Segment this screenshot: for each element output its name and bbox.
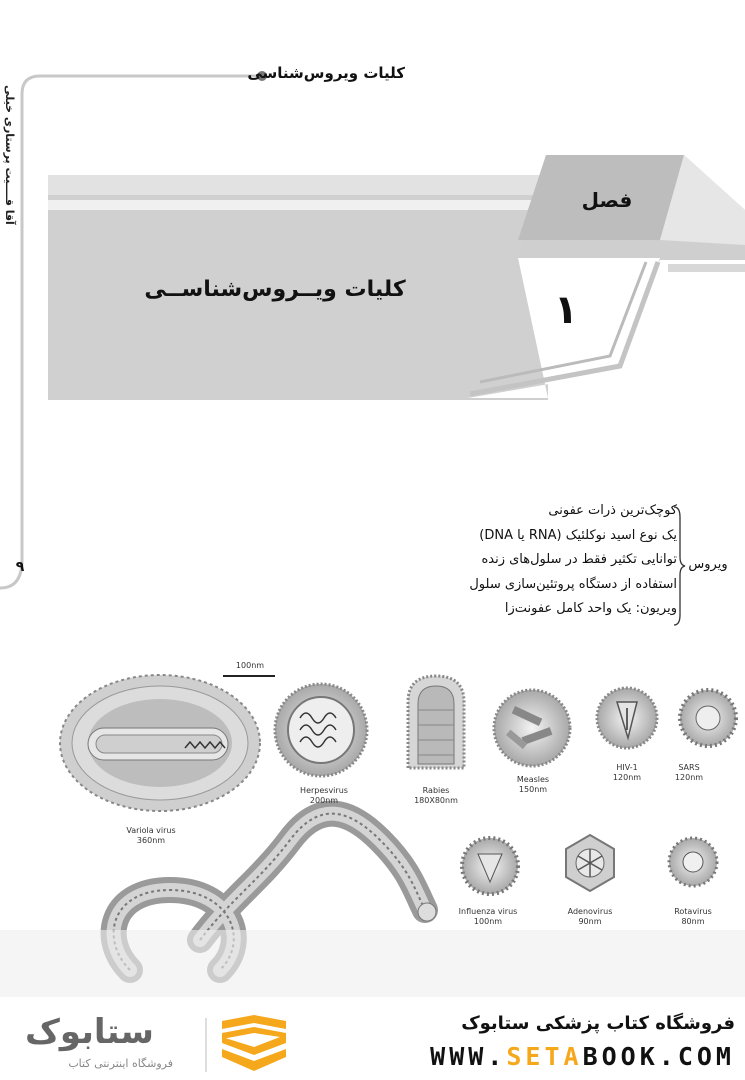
logo-wordmark: ستابوک: [25, 1012, 154, 1052]
setabook-logo-icon: [220, 1015, 288, 1073]
sars-virus-icon: [680, 690, 736, 746]
virus-label-rabies: Rabies 180X80nm: [414, 786, 458, 805]
virus-figure: [0, 640, 745, 1000]
chapter-title: کلیات ویــروس‌شناســی: [144, 277, 406, 302]
virus-label: ویروس: [688, 557, 728, 572]
fact-item: ویریون: یک واحد کامل عفونت‌زا: [504, 601, 677, 616]
logo-tagline: فروشگاه اینترنتی کتاب: [68, 1057, 173, 1070]
store-name: فروشگاه کتاب پزشکی ستابوک: [461, 1013, 735, 1034]
rabies-virus-icon: [408, 676, 464, 768]
virus-label-measles: Measles 150nm: [516, 775, 550, 794]
running-title: کلیات ویروس‌شناسی: [247, 64, 405, 82]
virus-label-variola: Variola virus 360nm: [126, 826, 176, 845]
page-number: ۹: [15, 559, 25, 575]
measles-virus-icon: [494, 690, 570, 766]
side-author-text: آقا قــــیت پرستاری خیلی: [3, 85, 16, 225]
fact-item: استفاده از دستگاه پروتئین‌سازی سلول: [469, 576, 677, 592]
virus-label-adenovirus: Adenovirus 90nm: [567, 907, 613, 926]
virus-label-herpesvirus: Herpesvirus 200nm: [300, 786, 348, 805]
hiv-1-virus-icon: [597, 688, 657, 748]
virus-facts-list: [440, 499, 677, 622]
variola-virus-icon: [60, 675, 260, 811]
scale-bar-label: 100nm: [235, 661, 265, 670]
chapter-number: ۱: [553, 287, 579, 333]
fact-item: یک نوع اسید نوکلئیک (RNA یا DNA): [479, 527, 677, 543]
logo-divider: [205, 1018, 207, 1072]
virus-label-hiv-1: HIV-1 120nm: [612, 763, 642, 782]
herpesvirus-icon: [275, 684, 367, 776]
fact-item: توانایی تکثیر فقط در سلول‌های زنده: [481, 552, 677, 567]
adenovirus-icon: [566, 835, 614, 891]
rotavirus-icon: [669, 838, 717, 886]
virus-label-sars: SARS 120nm: [674, 763, 704, 782]
store-url[interactable]: WWW.SETABOOK.COM: [430, 1042, 735, 1071]
virus-label-influenza: Influenza virus 100nm: [458, 907, 518, 926]
virus-label-rotavirus: Rotavirus 80nm: [674, 907, 712, 926]
influenza-virus-icon: [462, 838, 518, 894]
chapter-label: فصل: [581, 188, 633, 212]
fact-item: کوچک‌ترین ذرات عفونی: [548, 503, 677, 518]
